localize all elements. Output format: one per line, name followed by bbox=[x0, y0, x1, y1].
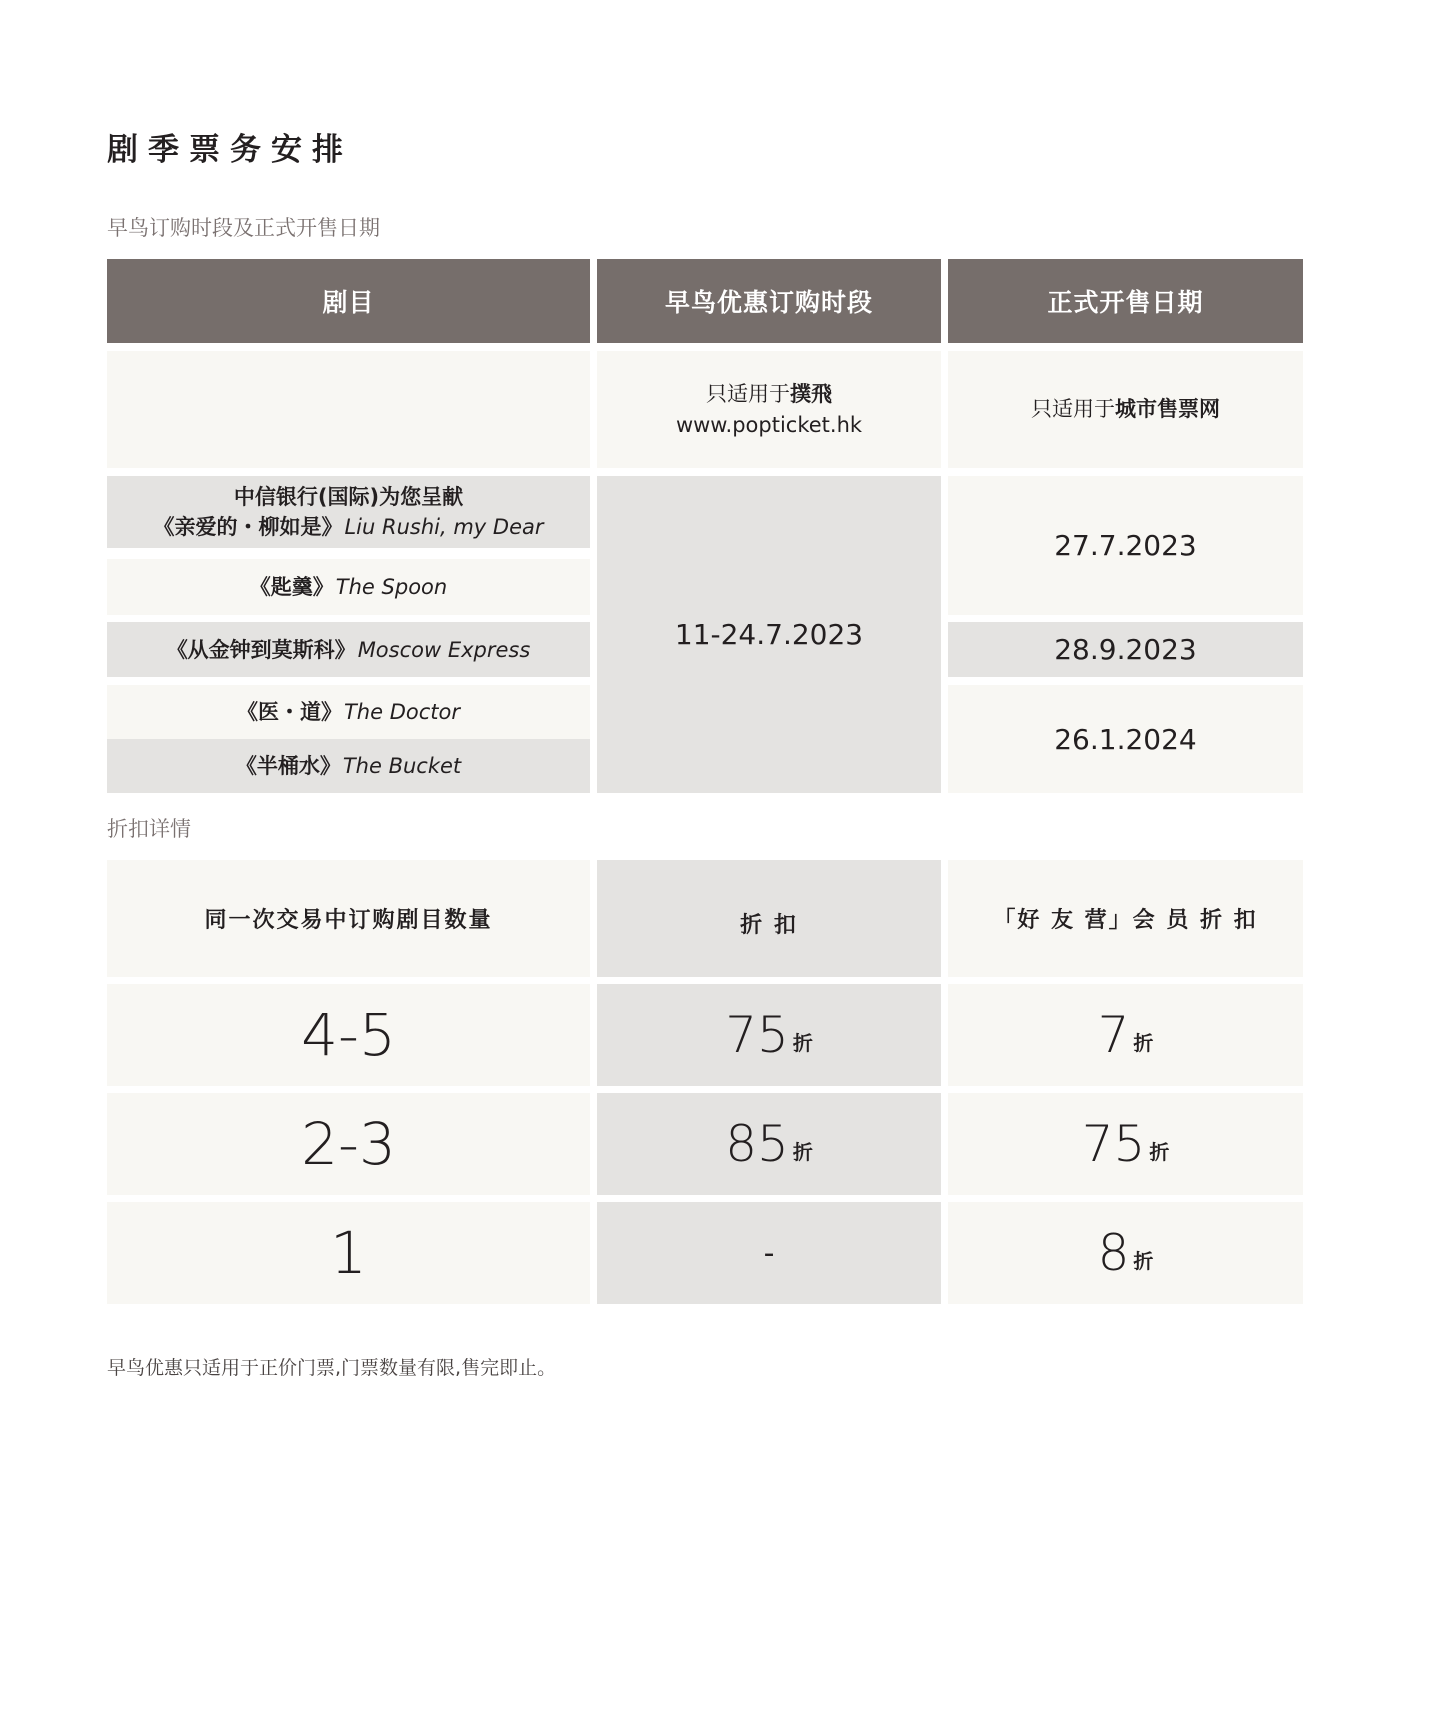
discount-unit: 折 bbox=[1149, 1139, 1170, 1164]
sale-section-label: 早鸟订购时段及正式开售日期 bbox=[107, 216, 380, 240]
header-public-sale: 正式开售日期 bbox=[948, 259, 1303, 343]
early-bird-period-cell bbox=[597, 476, 941, 793]
quantity-cell bbox=[107, 1093, 590, 1195]
member-discount-value: 7 bbox=[1097, 1006, 1130, 1064]
show-row bbox=[107, 476, 590, 548]
discount-cell bbox=[597, 1202, 941, 1304]
early-bird-note bbox=[597, 351, 941, 468]
show-row bbox=[107, 739, 590, 793]
early-bird-period: 11-24.7.2023 bbox=[674, 618, 864, 651]
member-discount-cell bbox=[948, 1202, 1303, 1304]
show-title-en: Moscow Express bbox=[357, 637, 531, 662]
page-title: 剧季票务安排 bbox=[107, 132, 353, 168]
show-title-zh: 《半桶水》 bbox=[235, 754, 341, 778]
member-discount-value: 8 bbox=[1097, 1224, 1130, 1282]
discount-header-member bbox=[948, 860, 1303, 977]
empty-cell bbox=[107, 351, 590, 468]
show-title bbox=[236, 751, 461, 781]
header-discount-text: 折 扣 bbox=[740, 913, 798, 938]
show-row bbox=[107, 685, 590, 739]
show-title-en: The Spoon bbox=[335, 575, 448, 599]
footnote: 早鸟优惠只适用于正价门票,门票数量有限,售完即止。 bbox=[107, 1357, 557, 1379]
discount-value: - bbox=[763, 1235, 775, 1271]
public-sale-note bbox=[948, 351, 1303, 468]
discount-section-label: 折扣详情 bbox=[107, 817, 191, 841]
show-title bbox=[167, 635, 531, 665]
public-sale-date-cell bbox=[948, 685, 1303, 793]
discount-value: 85 bbox=[725, 1115, 789, 1173]
note-prefix: 只适用于 bbox=[1031, 397, 1115, 421]
show-title-zh: 《医・道》 bbox=[236, 700, 342, 724]
quantity-cell bbox=[107, 984, 590, 1086]
header-early-bird: 早鸟优惠订购时段 bbox=[597, 259, 941, 343]
note-prefix: 只适用于 bbox=[706, 381, 790, 406]
public-sale-note-line bbox=[1031, 394, 1220, 425]
public-sale-date-cell bbox=[948, 622, 1303, 677]
header-member-text: 「好 友 营」会 员 折 扣 bbox=[993, 908, 1258, 933]
note-platform: 城市售票网 bbox=[1115, 397, 1220, 421]
public-sale-date: 27.7.2023 bbox=[1054, 529, 1197, 562]
discount-cell bbox=[597, 984, 941, 1086]
discount-unit: 折 bbox=[792, 1030, 813, 1055]
quantity-value: 1 bbox=[330, 1219, 367, 1287]
show-title-zh: 《亲爱的・柳如是》 bbox=[153, 515, 343, 539]
show-title bbox=[250, 572, 447, 602]
header-quantity-text: 同一次交易中订购剧目数量 bbox=[204, 908, 493, 933]
public-sale-date: 28.9.2023 bbox=[1054, 633, 1197, 666]
header-show: 剧目 bbox=[107, 259, 590, 343]
quantity-cell bbox=[107, 1202, 590, 1304]
show-title-en: The Bucket bbox=[342, 754, 462, 778]
public-sale-date: 26.1.2024 bbox=[1054, 722, 1197, 756]
sponsor-line: 中信银行(国际)为您呈献 bbox=[233, 485, 464, 509]
discount-cell bbox=[597, 1093, 941, 1195]
early-bird-note-line1 bbox=[706, 379, 832, 410]
show-title-en: The Doctor bbox=[343, 700, 460, 724]
show-title-zh: 《匙羹》 bbox=[249, 575, 334, 599]
discount-header-quantity bbox=[107, 860, 590, 977]
show-row bbox=[107, 622, 590, 677]
early-bird-url: www.popticket.hk bbox=[675, 412, 863, 437]
quantity-value: 2-3 bbox=[301, 1110, 396, 1178]
member-discount-value: 75 bbox=[1081, 1115, 1146, 1173]
note-platform: 撲飛 bbox=[790, 381, 832, 406]
quantity-value: 4-5 bbox=[301, 1001, 396, 1069]
show-title bbox=[237, 697, 460, 727]
discount-header-discount bbox=[597, 860, 941, 977]
member-discount-cell bbox=[948, 1093, 1303, 1195]
public-sale-date-cell bbox=[948, 476, 1303, 615]
discount-unit: 折 bbox=[792, 1139, 813, 1164]
discount-value: 75 bbox=[725, 1006, 789, 1064]
show-title-en: Liu Rushi, my Dear bbox=[344, 515, 544, 539]
discount-unit: 折 bbox=[1133, 1248, 1154, 1273]
member-discount-cell bbox=[948, 984, 1303, 1086]
show-title bbox=[153, 512, 543, 542]
show-title-zh: 《从金钟到莫斯科》 bbox=[166, 637, 356, 662]
show-row bbox=[107, 559, 590, 615]
discount-unit: 折 bbox=[1133, 1030, 1154, 1055]
